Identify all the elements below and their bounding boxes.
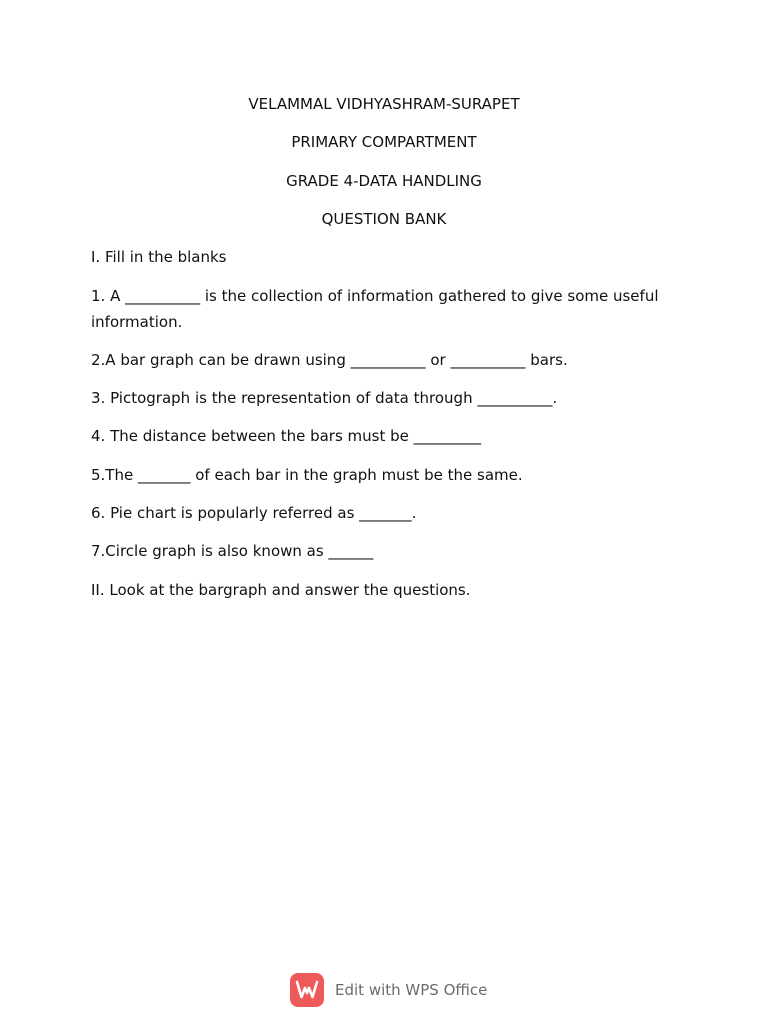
question-4: 4. The distance between the bars must be _________ [91,427,482,445]
wps-logo-icon [290,973,324,1007]
question-2: 2.A bar graph can be drawn using __________ or __________ bars. [91,351,568,369]
section-2-heading: II. Look at the bargraph and answer the questions. [91,581,471,599]
question-1: 1. A __________ is the collection of information gathered to give some useful information. [91,287,659,331]
grade-heading: GRADE 4-DATA HANDLING [286,172,482,190]
section-1-heading: I. Fill in the blanks [91,248,227,266]
wps-edit-link[interactable] [290,972,487,1008]
document-title: QUESTION BANK [321,210,447,228]
question-6: 6. Pie chart is popularly referred as _______. [91,504,417,522]
compartment-heading: PRIMARY COMPARTMENT [291,133,477,151]
question-5: 5.The _______ of each bar in the graph must be the same. [91,466,523,484]
wps-edit-label: Edit with WPS Office [335,981,488,999]
question-7: 7.Circle graph is also known as ______ [91,542,374,560]
school-name: VELAMMAL VIDHYASHRAM-SURAPET [248,95,520,113]
question-3: 3. Pictograph is the representation of data through __________. [91,389,558,407]
